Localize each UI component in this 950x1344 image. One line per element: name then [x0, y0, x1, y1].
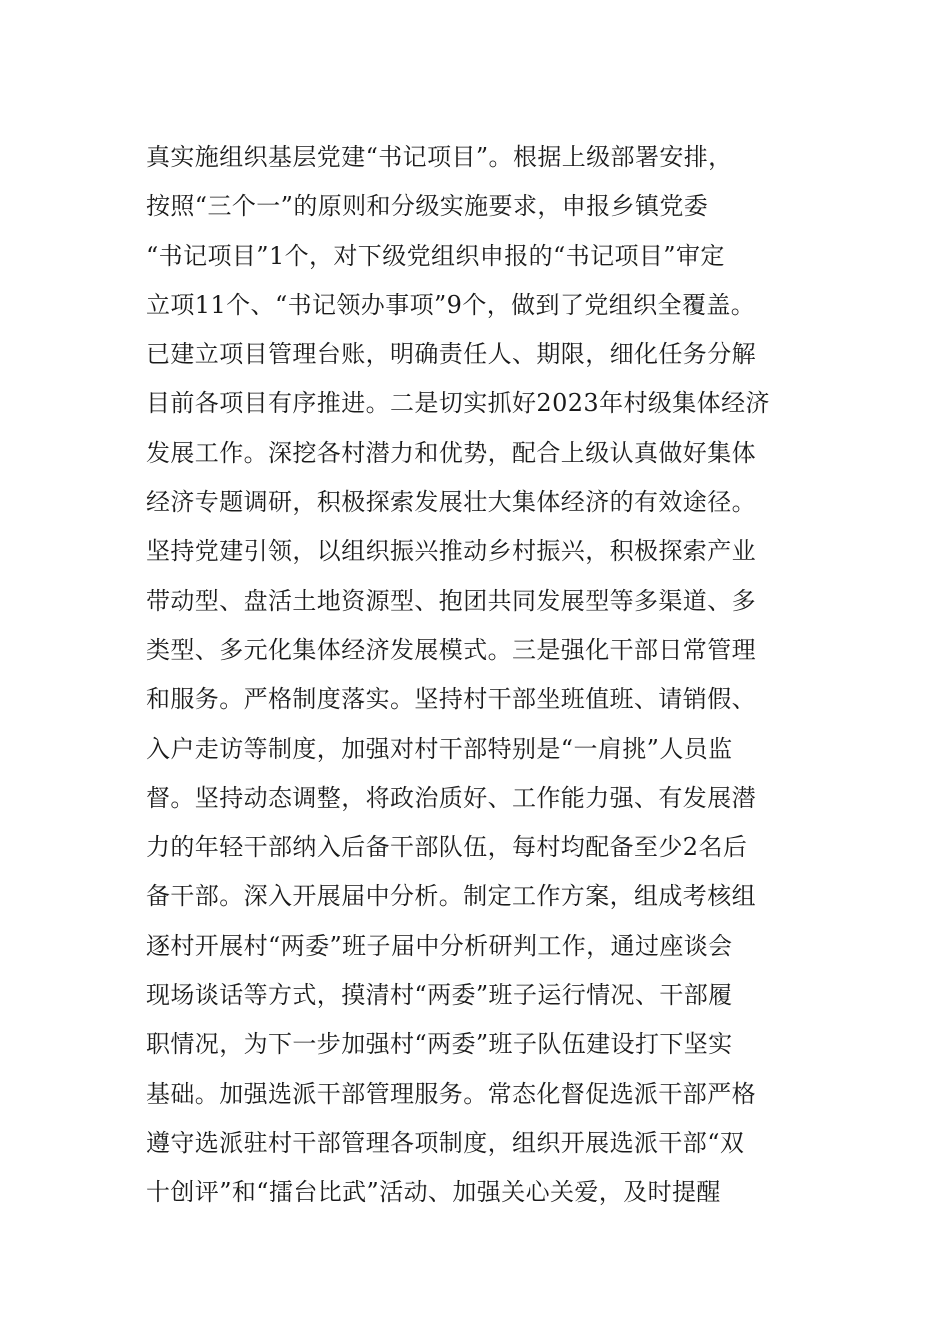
text-line: 类型、多元化集体经济发展模式。三是强化干部日常管理 [146, 635, 756, 664]
text-line: 入户走访等制度，加强对村干部特别是“一肩挑”人员监 [146, 734, 733, 763]
text-line: 立项11个、“书记领办事项”9个，做到了党组织全覆盖。 [146, 290, 756, 319]
text-line: 督。坚持动态调整，将政治质好、工作能力强、有发展潜 [146, 783, 756, 812]
text-line: 遵守选派驻村干部管理各项制度，组织开展选派干部“双 [146, 1128, 745, 1157]
text-line: 带动型、盘活土地资源型、抱团共同发展型等多渠道、多 [146, 586, 756, 615]
text-line: 备干部。深入开展届中分析。制定工作方案，组成考核组 [146, 882, 756, 911]
text-line: 发展工作。深挖各村潜力和优势，配合上级认真做好集体 [146, 438, 756, 467]
body-paragraph [146, 133, 846, 1218]
text-line: 和服务。严格制度落实。坚持村干部坐班值班、请销假、 [146, 685, 756, 714]
text-line: 坚持党建引领，以组织振兴推动乡村振兴，积极探索产业 [146, 537, 756, 566]
text-line: 按照“三个一”的原则和分级实施要求，申报乡镇党委 [146, 192, 709, 221]
text-line: 职情况，为下一步加强村“两委”班子队伍建设打下坚实 [146, 1030, 733, 1059]
text-line: 真实施组织基层党建“书记项目”。根据上级部署安排， [146, 143, 733, 171]
text-line: 已建立项目管理台账，明确责任人、期限，细化任务分解 [146, 340, 756, 369]
text-line: 逐村开展村“两委”班子届中分析研判工作，通过座谈会 [146, 931, 733, 960]
text-line: 目前各项目有序推进。二是切实抓好2023年村级集体经济 [146, 389, 770, 418]
text-line: 力的年轻干部纳入后备干部队伍，每村均配备至少2名后 [146, 833, 748, 862]
text-line: 十创评”和“擂台比武”活动、加强关心关爱，及时提醒 [146, 1178, 721, 1207]
text-line: 基础。加强选派干部管理服务。常态化督促选派干部严格 [146, 1079, 756, 1108]
text-line: 现场谈话等方式，摸清村“两委”班子运行情况、干部履 [146, 981, 733, 1010]
text-line: 经济专题调研，积极探索发展壮大集体经济的有效途径。 [146, 488, 756, 517]
text-line: “书记项目”1个，对下级党组织申报的“书记项目”审定 [146, 241, 725, 270]
